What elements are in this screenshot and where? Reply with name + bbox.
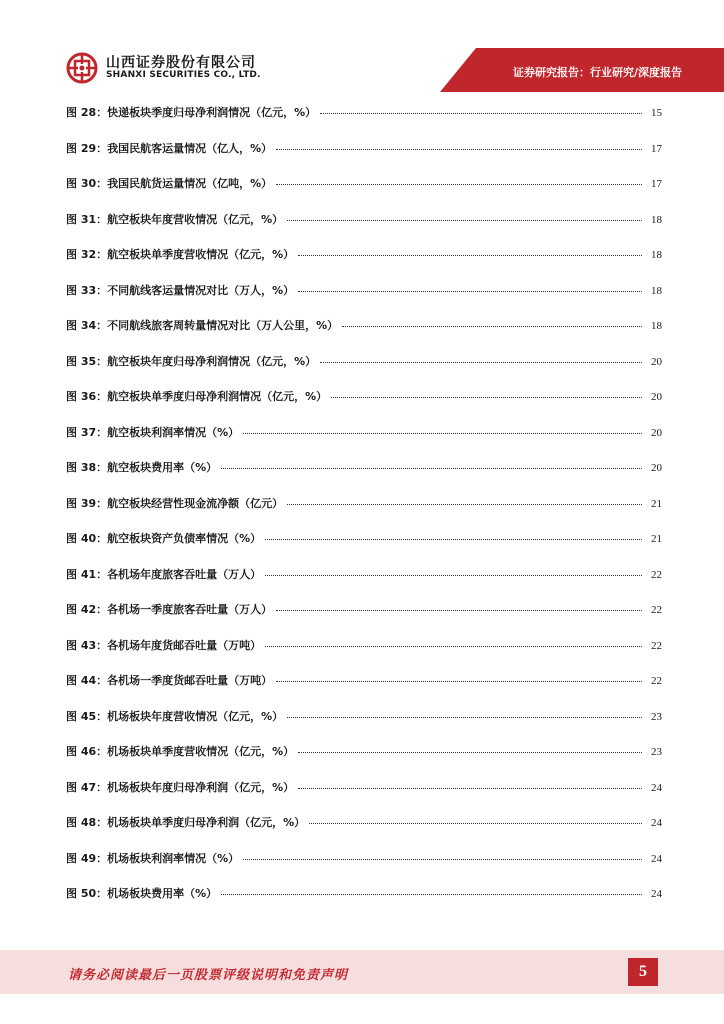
toc-title: 机场板块单季度归母净利润（亿元，%）	[107, 816, 306, 829]
toc-figure-number: 图 31：	[66, 212, 108, 226]
toc-leader	[287, 504, 642, 505]
toc-title: 机场板块年度营收情况（亿元，%）	[107, 709, 284, 723]
page-header	[0, 0, 724, 100]
toc-page-number: 18	[651, 320, 662, 332]
toc-figure-number: 图 34：	[66, 319, 108, 332]
toc-page-number: 22	[651, 604, 662, 616]
toc-page-number: 17	[651, 142, 662, 155]
toc-figure-number: 图 43：	[66, 638, 108, 652]
toc-title: 各机场一季度货邮吞吐量（万吨）	[107, 674, 273, 687]
toc-page-number: 17	[651, 178, 662, 190]
toc-title: 我国民航货运量情况（亿吨，%）	[107, 177, 273, 190]
toc-title: 航空板块年度归母净利润情况（亿元，%）	[107, 354, 317, 368]
toc-figure-number: 图 38：	[66, 461, 108, 474]
toc-page-number: 18	[651, 213, 662, 226]
toc-row[interactable]	[66, 637, 662, 673]
company-name-en: SHANXI SECURITIES CO., LTD.	[106, 70, 261, 80]
toc-figure-number: 图 39：	[66, 496, 108, 510]
toc-row[interactable]	[66, 140, 662, 176]
toc-row[interactable]	[66, 566, 662, 602]
toc-figure-number: 图 42：	[66, 603, 108, 616]
toc-leader	[276, 149, 642, 150]
toc-figure-number: 图 29：	[66, 141, 108, 155]
toc-row[interactable]	[66, 388, 662, 424]
toc-page-number: 15	[651, 107, 662, 119]
toc-figure-number: 图 32：	[66, 248, 108, 261]
toc-leader	[309, 823, 642, 824]
company-logo-icon	[66, 52, 98, 84]
toc-row[interactable]	[66, 495, 662, 531]
toc-page-number: 24	[651, 781, 662, 794]
toc-row[interactable]	[66, 850, 662, 886]
toc-page-number: 20	[651, 391, 662, 403]
toc-leader	[287, 220, 642, 221]
toc-row[interactable]	[66, 672, 662, 708]
toc-leader	[320, 362, 642, 363]
toc-figure-number: 图 44：	[66, 674, 108, 687]
toc-title: 各机场年度旅客吞吐量（万人）	[107, 567, 262, 581]
toc-figure-number: 图 40：	[66, 532, 108, 545]
toc-leader	[276, 681, 642, 682]
toc-row[interactable]	[66, 885, 662, 921]
toc-leader	[221, 468, 642, 469]
toc-leader	[298, 752, 642, 753]
toc-figure-number: 图 37：	[66, 425, 108, 439]
toc-title: 航空板块经营性现金流净额（亿元）	[107, 496, 284, 510]
toc-figure-number: 图 36：	[66, 390, 108, 403]
toc-row[interactable]	[66, 175, 662, 211]
toc-title: 机场板块费用率（%）	[107, 887, 218, 900]
toc-title: 机场板块单季度营收情况（亿元，%）	[107, 745, 295, 758]
toc-title: 航空板块资产负债率情况（%）	[107, 532, 262, 545]
toc-leader	[320, 113, 642, 114]
toc-row[interactable]	[66, 282, 662, 318]
toc-page-number: 23	[651, 746, 662, 758]
toc-leader	[298, 255, 642, 256]
toc-figure-number: 图 50：	[66, 887, 108, 900]
toc-title: 快递板块季度归母净利润情况（亿元，%）	[107, 106, 317, 119]
toc-row[interactable]	[66, 708, 662, 744]
toc-leader	[265, 575, 642, 576]
toc-page-number: 20	[651, 355, 662, 368]
toc-row[interactable]	[66, 353, 662, 389]
toc-figure-number: 图 30：	[66, 177, 108, 190]
toc-title: 各机场年度货邮吞吐量（万吨）	[107, 638, 262, 652]
toc-row[interactable]	[66, 459, 662, 495]
toc-page-number: 23	[651, 710, 662, 723]
toc-figure-number: 图 28：	[66, 106, 108, 119]
toc-leader	[276, 184, 642, 185]
figure-toc	[66, 104, 662, 921]
toc-page-number: 24	[651, 852, 662, 865]
toc-figure-number: 图 45：	[66, 709, 108, 723]
toc-leader	[276, 610, 642, 611]
toc-title: 航空板块单季度营收情况（亿元，%）	[107, 248, 295, 261]
toc-title: 机场板块利润率情况（%）	[107, 851, 240, 865]
toc-leader	[287, 717, 642, 718]
company-name-cn: 山西证券股份有限公司	[106, 55, 256, 71]
toc-leader	[265, 539, 642, 540]
page-footer	[0, 950, 724, 994]
toc-row[interactable]	[66, 211, 662, 247]
toc-figure-number: 图 35：	[66, 354, 108, 368]
toc-leader	[342, 326, 642, 327]
toc-title: 不同航线客运量情况对比（万人，%）	[107, 283, 295, 297]
toc-page-number: 22	[651, 639, 662, 652]
toc-row[interactable]	[66, 779, 662, 815]
page-number-badge: 5	[628, 958, 658, 986]
toc-row[interactable]	[66, 317, 662, 353]
toc-title: 机场板块年度归母净利润（亿元，%）	[107, 780, 295, 794]
toc-leader	[298, 788, 642, 789]
toc-title: 航空板块年度营收情况（亿元，%）	[107, 212, 284, 226]
toc-leader	[243, 859, 642, 860]
toc-figure-number: 图 33：	[66, 283, 108, 297]
toc-title: 航空板块单季度归母净利润情况（亿元，%）	[107, 390, 328, 403]
toc-page-number: 24	[651, 817, 662, 829]
toc-leader	[298, 291, 642, 292]
toc-row[interactable]	[66, 104, 662, 140]
disclaimer-note: 请务必阅读最后一页股票评级说明和免责声明	[68, 968, 349, 983]
toc-page-number: 21	[651, 533, 662, 545]
toc-page-number: 18	[651, 284, 662, 297]
toc-figure-number: 图 49：	[66, 851, 108, 865]
toc-row[interactable]	[66, 814, 662, 850]
toc-title: 不同航线旅客周转量情况对比（万人公里，%）	[107, 319, 339, 332]
toc-page-number: 24	[651, 888, 662, 900]
toc-title: 各机场一季度旅客吞吐量（万人）	[107, 603, 273, 616]
report-type-label: 证券研究报告：行业研究/深度报告	[512, 66, 682, 79]
toc-leader	[331, 397, 642, 398]
toc-figure-number: 图 46：	[66, 745, 108, 758]
toc-figure-number: 图 47：	[66, 780, 108, 794]
toc-leader	[243, 433, 642, 434]
toc-title: 航空板块利润率情况（%）	[107, 425, 240, 439]
toc-page-number: 22	[651, 675, 662, 687]
toc-row[interactable]	[66, 246, 662, 282]
toc-row[interactable]	[66, 424, 662, 460]
toc-page-number: 22	[651, 568, 662, 581]
toc-row[interactable]	[66, 601, 662, 637]
toc-page-number: 20	[651, 426, 662, 439]
toc-leader	[265, 646, 642, 647]
toc-page-number: 21	[651, 497, 662, 510]
toc-page-number: 18	[651, 249, 662, 261]
toc-page-number: 20	[651, 462, 662, 474]
toc-figure-number: 图 48：	[66, 816, 108, 829]
toc-row[interactable]	[66, 530, 662, 566]
toc-leader	[221, 894, 642, 895]
toc-title: 我国民航客运量情况（亿人，%）	[107, 141, 273, 155]
toc-row[interactable]	[66, 743, 662, 779]
toc-title: 航空板块费用率（%）	[107, 461, 218, 474]
toc-figure-number: 图 41：	[66, 567, 108, 581]
